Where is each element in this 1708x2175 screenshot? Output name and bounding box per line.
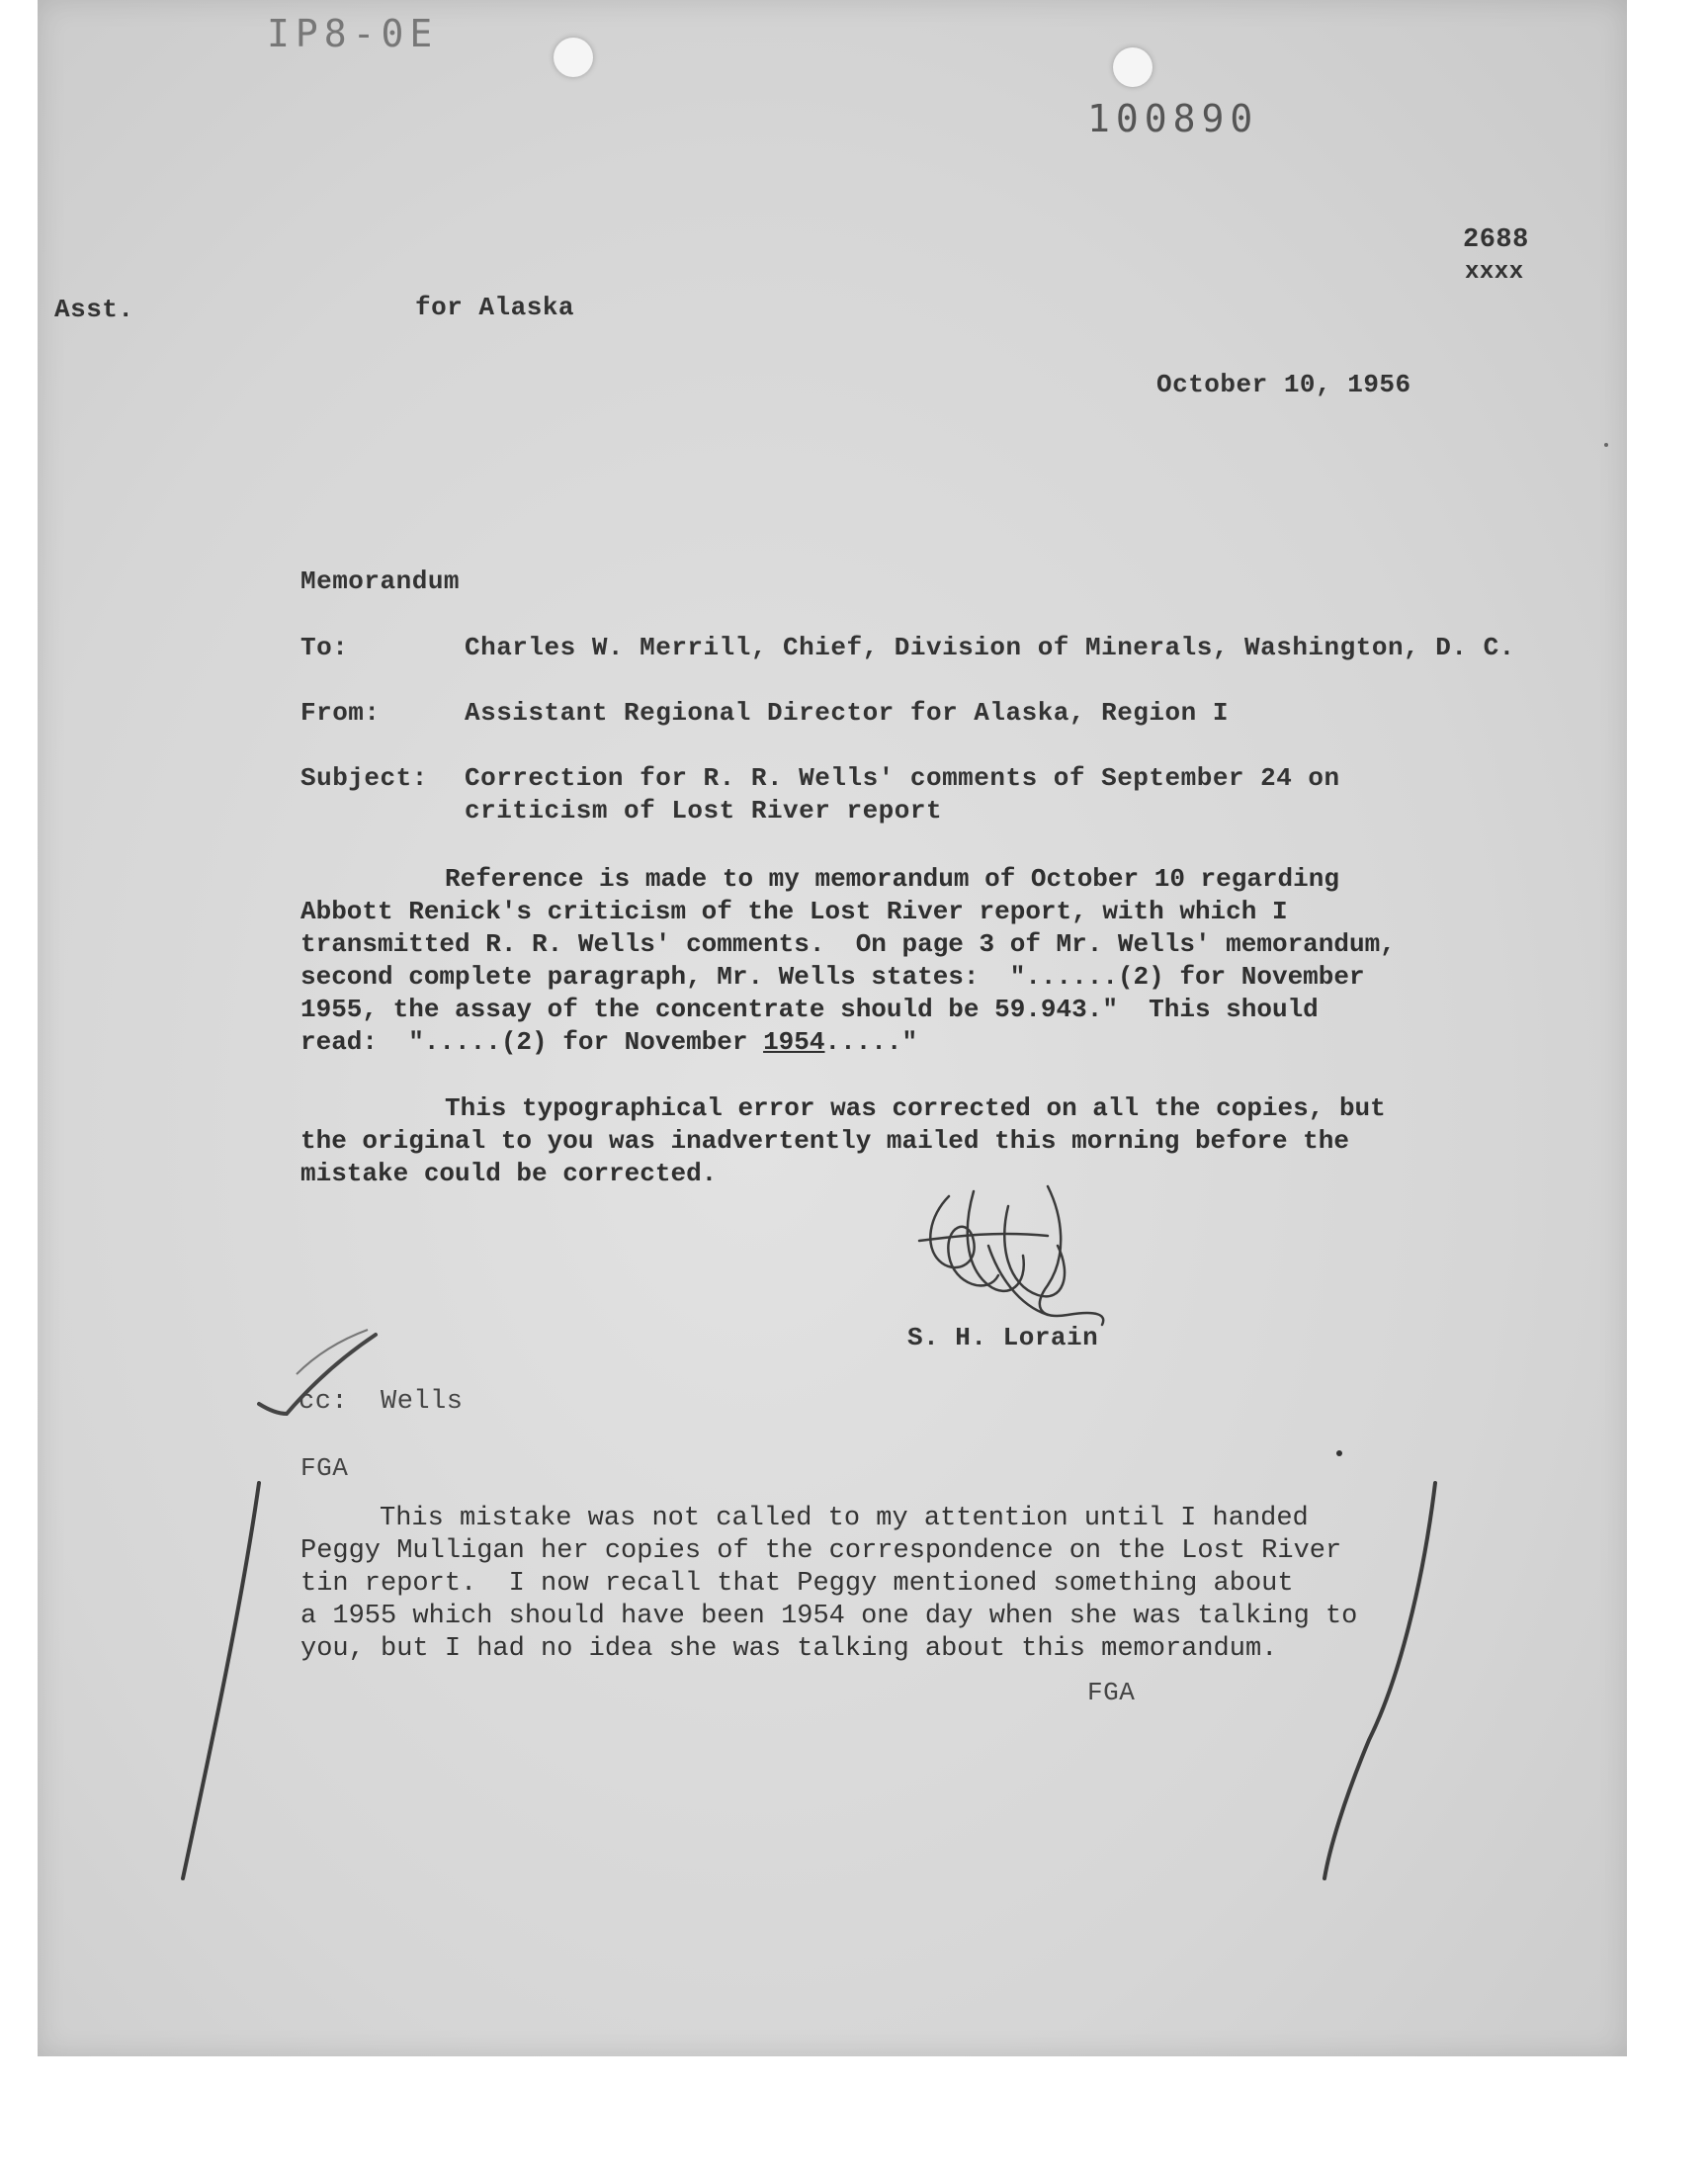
p1-line: read: ".....(2) for November <box>300 1027 764 1057</box>
note-line: a 1955 which should have been 1954 one day when she was talking to <box>300 1602 1358 1631</box>
note-line: This mistake was not called to my attention until I handed <box>380 1504 1309 1533</box>
right-pencil-bracket <box>1324 1483 1435 1878</box>
stamp-top-left: IP8-0E <box>267 12 439 55</box>
subject-line-2: criticism of Lost River report <box>465 796 943 826</box>
to-value: Charles W. Merrill, Chief, Division of Minerals, Washington, D. C. <box>465 633 1515 662</box>
p1-line-end: ....." <box>824 1027 918 1057</box>
from-label: From: <box>300 698 381 728</box>
stamp-document-number: 100890 <box>1087 97 1259 140</box>
cc-label: cc: <box>299 1387 349 1417</box>
check-mark <box>259 1335 376 1414</box>
p2-line: This typographical error was corrected on all the copies, but <box>445 1093 1386 1123</box>
left-pencil-bracket <box>183 1483 259 1878</box>
p1-line: second complete paragraph, Mr. Wells states: "......(2) for November <box>300 962 1365 992</box>
p2-line: the original to you was inadvertently mailed this morning before the <box>300 1126 1349 1156</box>
note-line: Peggy Mulligan her copies of the correspondence on the Lost River <box>300 1536 1342 1566</box>
note-initials-top: FGA <box>300 1453 349 1483</box>
signature-scribble <box>919 1186 1103 1325</box>
memo-title: Memorandum <box>300 566 461 596</box>
memo-date: October 10, 1956 <box>1156 370 1411 399</box>
subject-line-1: Correction for R. R. Wells' comments of September 24 on <box>465 763 1340 793</box>
p1-line: Reference is made to my memorandum of October 10 regarding <box>445 864 1339 894</box>
from-value: Assistant Regional Director for Alaska, Region I <box>465 698 1229 728</box>
file-number-strike: xxxx <box>1465 259 1524 286</box>
note-initials-bottom: FGA <box>1087 1678 1136 1707</box>
subject-label: Subject: <box>300 763 428 793</box>
to-label: To: <box>300 633 349 662</box>
p1-line: 1955, the assay of the concentrate should be 59.943." This should <box>300 995 1319 1024</box>
note-line: you, but I had no idea she was talking about this memorandum. <box>300 1634 1278 1664</box>
p1-line: transmitted R. R. Wells' comments. On page 3 of Mr. Wells' memorandum, <box>300 929 1396 959</box>
p2-line: mistake could be corrected. <box>300 1159 718 1188</box>
header-for-alaska: for Alaska <box>415 293 575 322</box>
cc-value: Wells <box>381 1387 464 1417</box>
file-number: 2688 <box>1463 225 1529 255</box>
p1-underlined-year: 1954 <box>763 1027 825 1057</box>
header-asst: Asst. <box>54 295 134 324</box>
p1-line: Abbott Renick's criticism of the Lost River report, with which I <box>300 897 1288 926</box>
note-line: tin report. I now recall that Peggy mentioned something about <box>300 1569 1294 1599</box>
signature-name: S. H. Lorain <box>907 1323 1099 1352</box>
